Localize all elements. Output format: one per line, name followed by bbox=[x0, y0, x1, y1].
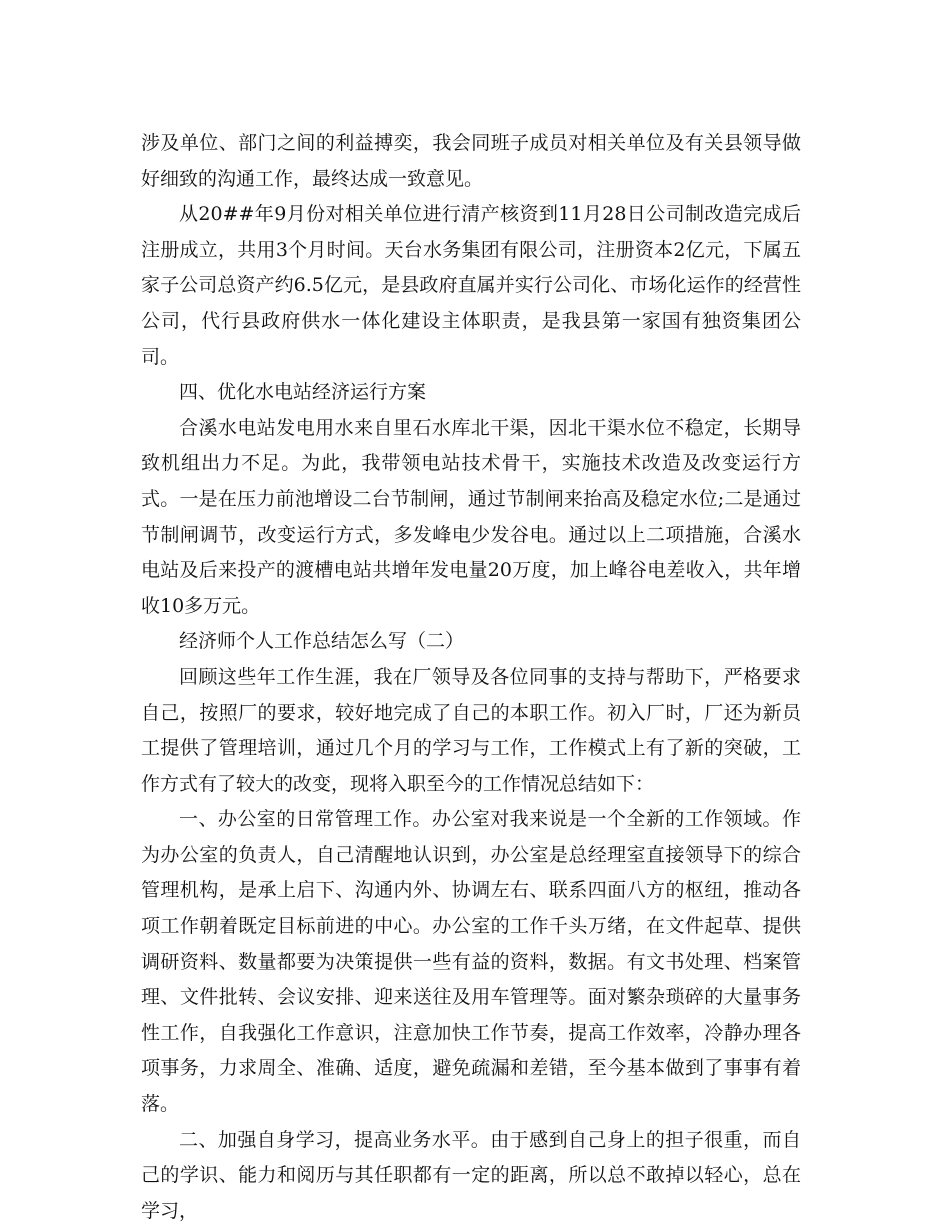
paragraph-continuation: 涉及单位、部门之间的利益搏奕，我会同班子成员对相关单位及有关县领导做好细致的沟通工作，最终达成一致意见。 bbox=[141, 132, 801, 190]
document-body bbox=[141, 126, 801, 1229]
paragraph-office-management: 一、办公室的日常管理工作。办公室对我来说是一个全新的工作领域。作为办公室的负责人，自己清醒地认识到，办公室是总经理室直接领导下的综合管理机构，是承上启下、沟通内外、协调左右、联系四面八方的枢纽，推动各项工作朝着既定目标前进的中心。办公室的工作千头万绪，在文件起草、提供调研资料、数量都要为决策提供一些有益的资料，数据。有文书处理、档案管理、文件批转、会议安排、迎来送往及用车管理等。面对繁杂琐碎的大量事务性工作，自我强化工作意识，注意加快工作节奏，提高工作效率，冷静办理各项事务，力求周全、准确、适度，避免疏漏和差错，至今基本做到了事事有着落。 bbox=[141, 808, 801, 1116]
section-heading-summary-two: 经济师个人工作总结怎么写（二） bbox=[179, 630, 465, 653]
paragraph-self-study: 二、加强自身学习，提高业务水平。由于感到自己身上的担子很重，而自己的学识、能力和阅历与其任职都有一定的距离，所以总不敢掉以轻心，总在学习， bbox=[141, 1128, 801, 1222]
paragraph-hydropower-plan: 合溪水电站发电用水来自里石水库北干渠，因北干渠水位不稳定，长期导致机组出力不足。为此，我带领电站技术骨干，实施技术改造及改变运行方式。一是在压力前池增设二台节制闸，通过节制闸来抬高及稳定水位;二是通过节制闸调节，改变运行方式，多发峰电少发谷电。通过以上二项措施，合溪水电站及后来投产的渡槽电站共增年发电量20万度，加上峰谷电差收入，共年增收10多万元。 bbox=[141, 416, 801, 617]
section-heading-hydropower: 四、优化水电站经济运行方案 bbox=[179, 381, 427, 404]
paragraph-review: 回顾这些年工作生涯，我在厂领导及各位同事的支持与帮助下，严格要求自己，按照厂的要求，较好地完成了自己的本职工作。初入厂时，厂还为新员工提供了管理培训，通过几个月的学习与工作，工作模式上有了新的突破，工作方式有了较大的改变，现将入职至今的工作情况总结如下： bbox=[141, 665, 801, 795]
paragraph-company-registration: 从20##年9月份对相关单位进行清产核资到11月28日公司制改造完成后注册成立，共用3个月时间。天台水务集团有限公司，注册资本2亿元，下属五家子公司总资产约6.5亿元，是县政府直属并实行公司化、市场化运作的经营性公司，代行县政府供水一体化建设主体职责，是我县第一家国有独资集团公司。 bbox=[141, 203, 801, 368]
